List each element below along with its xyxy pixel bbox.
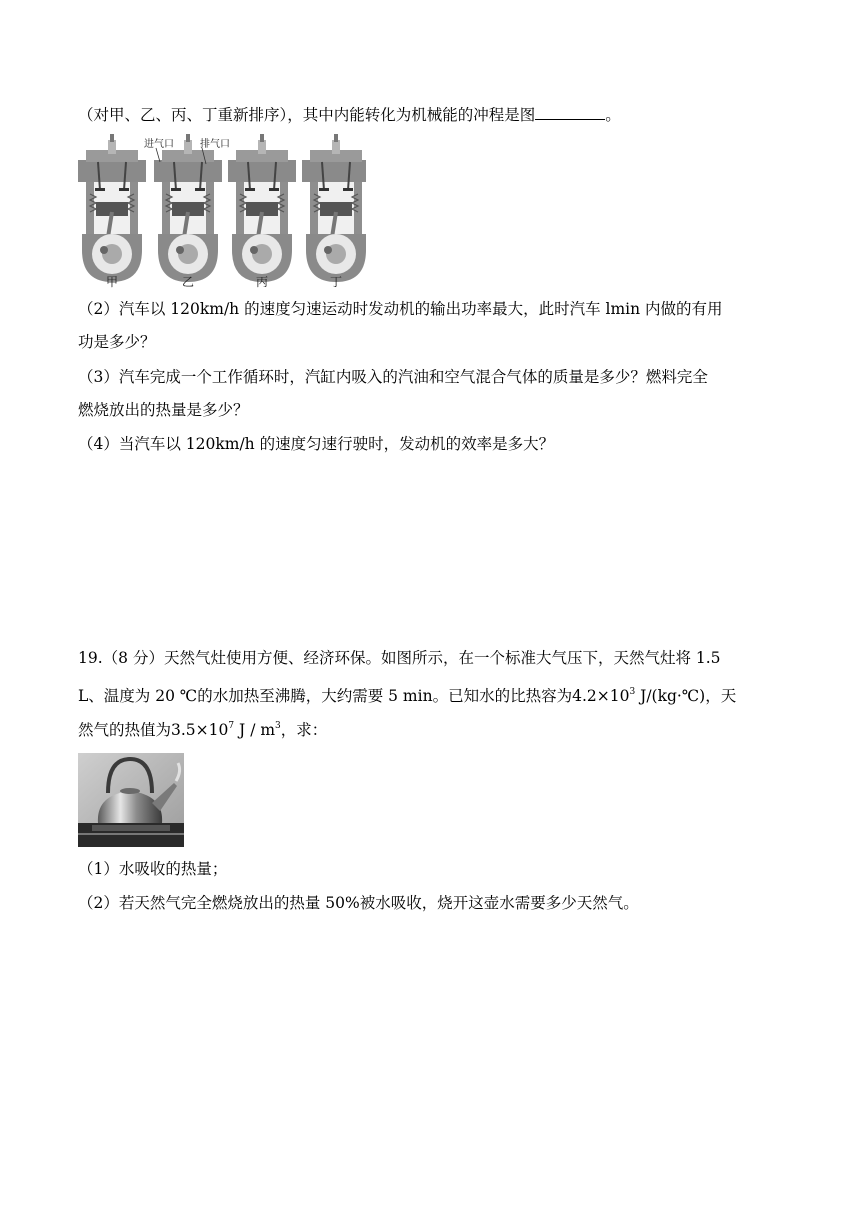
- stroke-label-jia: 甲: [105, 275, 119, 289]
- engine-strokes-figure: [76, 132, 366, 290]
- heat-value-exp: 7: [228, 721, 235, 731]
- q19-line3-end: ，求：: [280, 721, 328, 739]
- stroke-label-ding: 丁: [329, 275, 343, 289]
- specific-heat-coef: 4.2×10: [572, 687, 630, 705]
- heat-value-unit-exp: 3: [275, 721, 281, 731]
- specific-heat-unit: J/(kg·℃)，天: [635, 687, 737, 705]
- heat-value-unit: J / m: [234, 721, 276, 739]
- q19-line3-text: 然气的热值为: [78, 721, 172, 739]
- q19-part1: （1）水吸收的热量；: [78, 860, 228, 878]
- q18-part3-line1: （3）汽车完成一个工作循环时，汽缸内吸入的汽油和空气混合气体的质量是多少？燃料完全: [78, 368, 708, 386]
- q18-part2-line1: （2）汽车以 120km/h 的速度匀速运动时发动机的输出功率最大，此时汽车 lmin 内做的有用: [78, 300, 723, 318]
- q19-line1: 19.（8 分）天然气灶使用方便、经济环保。如图所示，在一个标准大气压下，天然气灶将 1.5: [78, 649, 721, 667]
- kettle-photo: [78, 753, 184, 847]
- exhaust-label: 排气口: [200, 139, 230, 150]
- intake-label: 进气口: [144, 139, 174, 150]
- specific-heat-exp: 3: [629, 687, 636, 697]
- answer-blank[interactable]: [535, 104, 605, 120]
- q18-part3-line2: 燃烧放出的热量是多少？: [78, 401, 249, 419]
- heat-value-coef: 3.5×10: [171, 721, 229, 739]
- q18-part2-line2: 功是多少？: [78, 333, 156, 351]
- q18-part4: （4）当汽车以 120km/h 的速度匀速行驶时，发动机的效率是多大？: [78, 435, 555, 453]
- stroke-label-yi: 乙: [181, 275, 195, 289]
- q18-reorder-text: （对甲、乙、丙、丁重新排序），其中内能转化为机械能的冲程是图: [78, 106, 536, 124]
- stroke-label-bing: 丙: [255, 275, 269, 289]
- q19-line3: [78, 715, 327, 741]
- q19-line2-text: L、温度为 20 ℃的水加热至沸腾，大约需要 5 min。已知水的比热容为: [78, 687, 573, 705]
- q18-reorder-line: [78, 104, 621, 126]
- q18-reorder-end: 。: [605, 106, 621, 124]
- q19-line2: [78, 681, 736, 707]
- q19-part2: （2）若天然气完全燃烧放出的热量 50%被水吸收，烧开这壶水需要多少天然气。: [78, 894, 639, 912]
